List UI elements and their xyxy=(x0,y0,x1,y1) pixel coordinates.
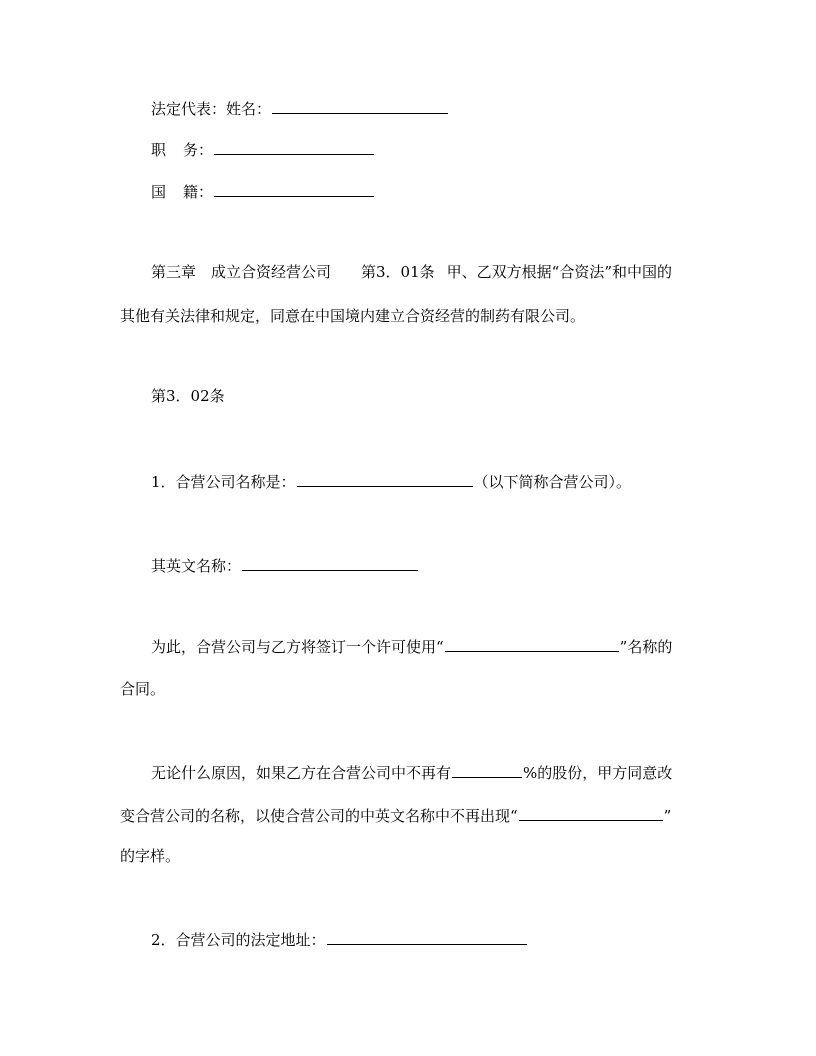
rename-mid: %的股份，甲方同意改 xyxy=(523,764,673,782)
address-label: 2．合营公司的法定地址： xyxy=(151,931,326,949)
license-line1 xyxy=(151,635,696,657)
company-name-suffix: （以下简称合营公司）。 xyxy=(473,473,632,491)
rename-line1 xyxy=(151,761,696,783)
license-prefix: 为此，合营公司与乙方将签订一个许可使用“ xyxy=(151,638,444,656)
chapter3-line2 xyxy=(120,306,585,326)
forbidden-name-blank[interactable] xyxy=(519,804,663,821)
rep-name-line xyxy=(151,97,449,119)
rename-line2-prefix: 变合营公司的名称，以使合营公司的中英文名称中不再出现“ xyxy=(120,807,518,825)
company-name-prefix: 1．合营公司名称是： xyxy=(151,473,296,491)
license-suffix: ”名称的 xyxy=(619,638,673,656)
rep-title-label-a: 职 xyxy=(151,141,167,159)
license-name-blank[interactable] xyxy=(445,635,619,652)
english-name-label: 其英文名称： xyxy=(151,557,242,575)
rep-nationality-label-b: 籍： xyxy=(183,183,214,201)
rename-line3-text: 的字样。 xyxy=(120,847,181,865)
rep-nationality-label-a: 国 xyxy=(151,183,167,201)
english-name-line xyxy=(151,554,419,576)
license-line2 xyxy=(120,679,165,699)
address-line xyxy=(151,928,528,950)
rep-name-label: 法定代表：姓名： xyxy=(151,100,272,118)
share-percent-blank[interactable] xyxy=(452,761,522,778)
rename-line2 xyxy=(120,804,671,826)
rep-nationality-blank[interactable] xyxy=(214,180,374,197)
rep-title-label-b: 务： xyxy=(183,141,214,159)
english-name-blank[interactable] xyxy=(242,554,418,571)
company-name-blank[interactable] xyxy=(297,470,473,487)
art302-line xyxy=(151,386,225,406)
art301-label: 第3．01条 xyxy=(361,263,435,281)
art301-text-line1: 甲、乙双方根据“合资法”和中国的 xyxy=(446,263,672,281)
art301-text-line2: 其他有关法律和规定，同意在中国境内建立合资经营的制药有限公司。 xyxy=(120,307,586,325)
rep-nationality-line xyxy=(151,180,375,202)
company-name-line xyxy=(151,470,631,492)
chapter3-line1 xyxy=(151,262,696,282)
rename-prefix: 无论什么原因，如果乙方在合营公司中不再有 xyxy=(151,764,452,782)
rep-title-line xyxy=(151,138,375,160)
rename-line2-suffix: ” xyxy=(663,807,672,825)
art302-label: 第3．02条 xyxy=(151,387,225,405)
chapter3-heading: 第三章 成立合资经营公司 xyxy=(151,263,332,281)
rep-title-blank[interactable] xyxy=(214,138,374,155)
address-blank[interactable] xyxy=(327,928,527,945)
rename-line3 xyxy=(120,846,180,866)
rep-name-blank[interactable] xyxy=(272,97,448,114)
license-line2-text: 合同。 xyxy=(120,680,166,698)
